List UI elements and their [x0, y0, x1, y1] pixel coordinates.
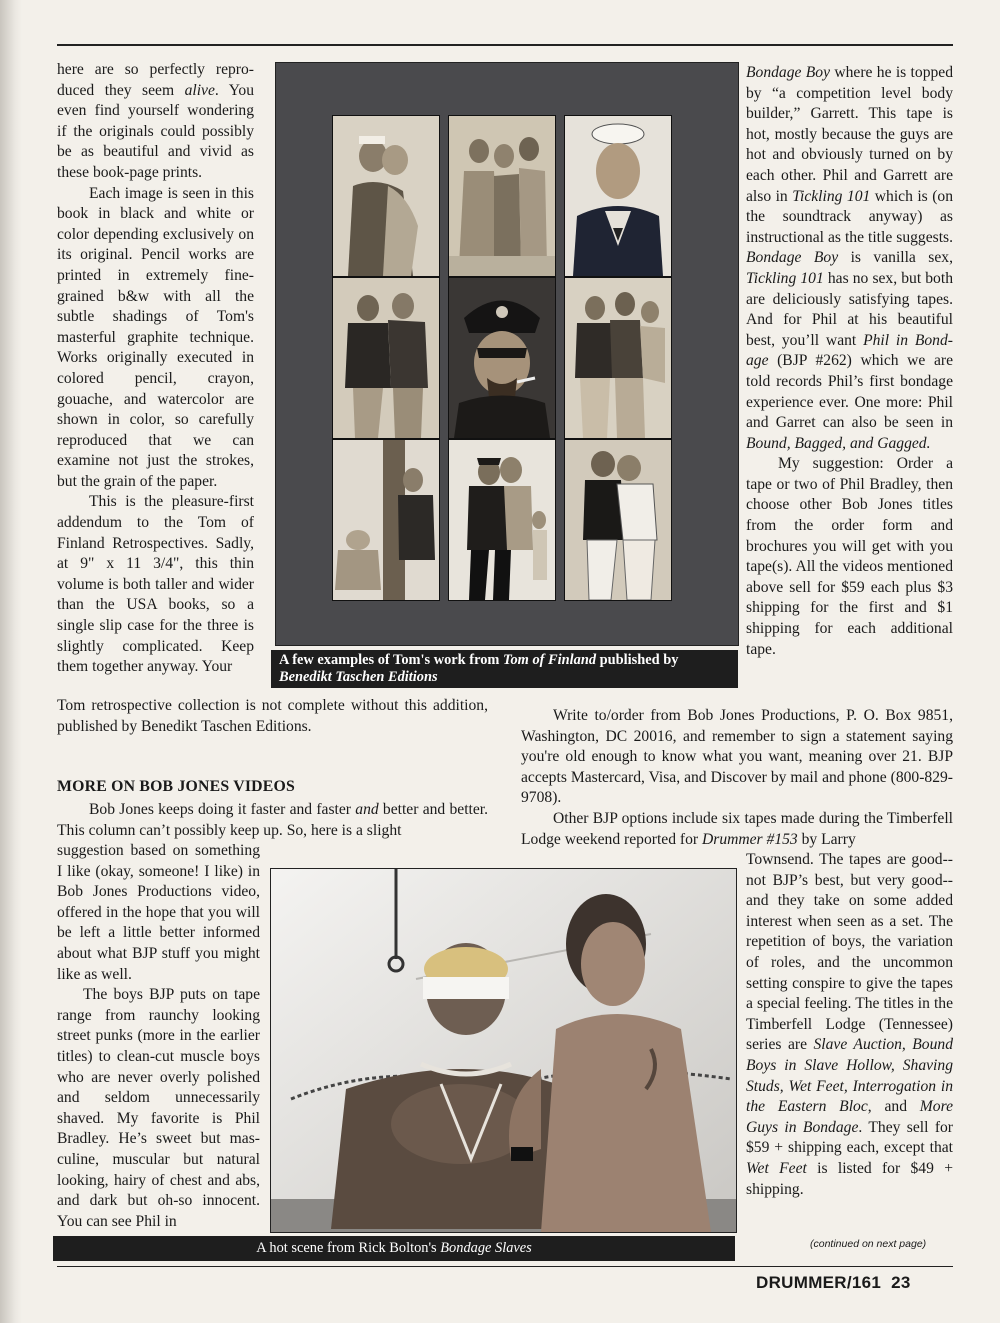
intro-para: Bob Jones keeps doing it faster and faster and better and better. This column can’t possibly keep up. So, here is a slight — [57, 801, 489, 839]
art-thumb-sailor-portrait — [564, 115, 672, 277]
photo-caption-title: Bondage Slaves — [440, 1240, 532, 1256]
bondage-photo — [270, 868, 737, 1233]
timberfell-para: Townsend. The tapes are good--not BJP’s best, but very good--and they take on some added interest when seen as a set. The repetition of boys, the variation of roles, and the uncommon setting conspire to give the tapes a special feeling. The titles in the Timberfell Lodge (Tennessee) series are Slave Auction, Bound Boys in Slave Hollow, Shaving Studs, Wet Feet, Interrogation in the Eastern Bloc, and More Guys in Bondage. They sell for $59 + shipping each, except that Wet Feet is listed for $49 + shipping. — [746, 851, 953, 1198]
art-caption — [271, 650, 738, 688]
page-spine-shadow — [0, 0, 22, 1323]
art-thumb-tree-scene — [332, 439, 440, 601]
left-narrow-text — [57, 841, 260, 1232]
art-thumb-uniform-group — [448, 439, 556, 601]
timberfell-text — [746, 850, 953, 1200]
col1-para2: Each image is seen in this book in black and white or color depending exclusively on its original. Pencil works are printed in extremely fine-grained b&w with all the subtle shadings of Tom's masterful graphite technique. Works originally executed in colored pencil, crayon, gouache, and watercolor are shown in color, so carefully reproduced that we can examine not just the strokes, but the grain of the paper. — [57, 184, 254, 490]
other-bjp-para: Other BJP options include six tapes made during the Timberfell Lodge weekend reported for Drummer #153 by Larry — [521, 809, 953, 848]
art-caption-prefix: A few examples of Tom's work from — [279, 652, 503, 668]
section-heading: MORE ON BOB JONES VIDEOS — [57, 778, 295, 795]
folio-magazine: DRUMMER/161 — [756, 1273, 882, 1292]
continued-note: (continued on next page) — [810, 1238, 927, 1250]
art-caption-book: Tom of Finland — [502, 652, 597, 668]
folio-page-number: 23 — [891, 1273, 911, 1292]
art-collage — [275, 62, 739, 646]
col1-upper-text — [57, 60, 254, 678]
folio — [756, 1273, 911, 1293]
col3-para1: Bondage Boy where he is topped by “a competition level body builder,” Garrett. This tape is hot, mostly because the guys are hot and obviously turned on by each other. Phil and Garrett are also in Tickling 101 which is (on the soundtrack anyway) as instructional as the title suggests. Bondage Boy is vanilla sex, Tickling 101 has no sex, but both are deliciously satisfying tapes. And for Phil at his beautiful best, you’ll want Phil in Bondage (BJP #262) which we are told records Phil’s first bondage experience ever. One more: Phil and Garret can also be seen in Bound, Bagged, and Gagged. — [746, 64, 954, 452]
art-thumb-leather-group — [332, 277, 440, 439]
art-thumb-cop-portrait — [448, 277, 556, 439]
col3-text — [746, 63, 953, 660]
bottom-rule — [57, 1266, 953, 1267]
art-thumb-sailors-embrace — [564, 439, 672, 601]
art-caption-publisher: Benedikt Taschen Editions — [279, 669, 438, 685]
write-to-para: Write to/order from Bob Jones Productions, P. O. Box 9851, Washington, DC 20016, and remember to sign a statement saying you're old enough to know what you want, meaning over 21. BJP accepts Mastercard, Visa, and Discover by mail and phone (800-829-9708). — [521, 707, 953, 807]
alive-italic: alive — [184, 81, 215, 99]
left-narrow-para1: suggestion based on something I like (okay, someone! I like) in Bob Jones Productions video, offered in the hope that you will be left a little better informed about what BJP stuff you might like as well. — [57, 842, 260, 983]
col1-para1: here are so perfectly reproduced they seem alive. You even find yourself wondering if the originals could possibly be as beautiful and vivid as these book-page prints. — [57, 61, 254, 181]
col1-para3: This is the pleasure-first addendum to the Tom of Finland Retrospectives. Sadly, at 9" x 11 3/4", this thin volume is both taller and wider than the USA books, so a single slip case for the three is slightly complicated. Keep them together anyway. Your — [57, 493, 254, 676]
top-rule — [57, 44, 953, 46]
photo-caption-prefix: A hot scene from Rick Bolton's — [256, 1240, 441, 1256]
order-info-text — [521, 706, 953, 850]
col1-para3-end: Tom retrospective collection is not complete without this addition, published by Benedikt Taschen Editions. — [57, 697, 488, 735]
art-thumb-men-backs — [564, 277, 672, 439]
art-thumb-group-men — [448, 115, 556, 277]
col3-para2: My suggestion: Order a tape or two of Phil Bradley, then choose other Bob Jones titles from the order form and brochures you will get with you tape(s). All the videos mentioned above sell for $59 each plus $3 shipping for the first and $1 shipping for each additional tape. — [746, 455, 953, 658]
intro-text — [57, 800, 488, 841]
photo-caption — [53, 1236, 735, 1261]
left-narrow-para2: The boys BJP puts on tape range from raunchy looking street punks (more in the earlier titles) to clean-cut muscle boys who are never overly polished and seldom unnecessarily shaved. My favorite is Phil Bradley. He’s sweet but masculine, muscular but natural looking, hairy of chest and abs, and dark but oh-so innocent. You can see Phil in — [57, 986, 260, 1230]
art-thumb-sailors-kiss — [332, 115, 440, 277]
art-caption-middle: published by — [596, 652, 679, 668]
